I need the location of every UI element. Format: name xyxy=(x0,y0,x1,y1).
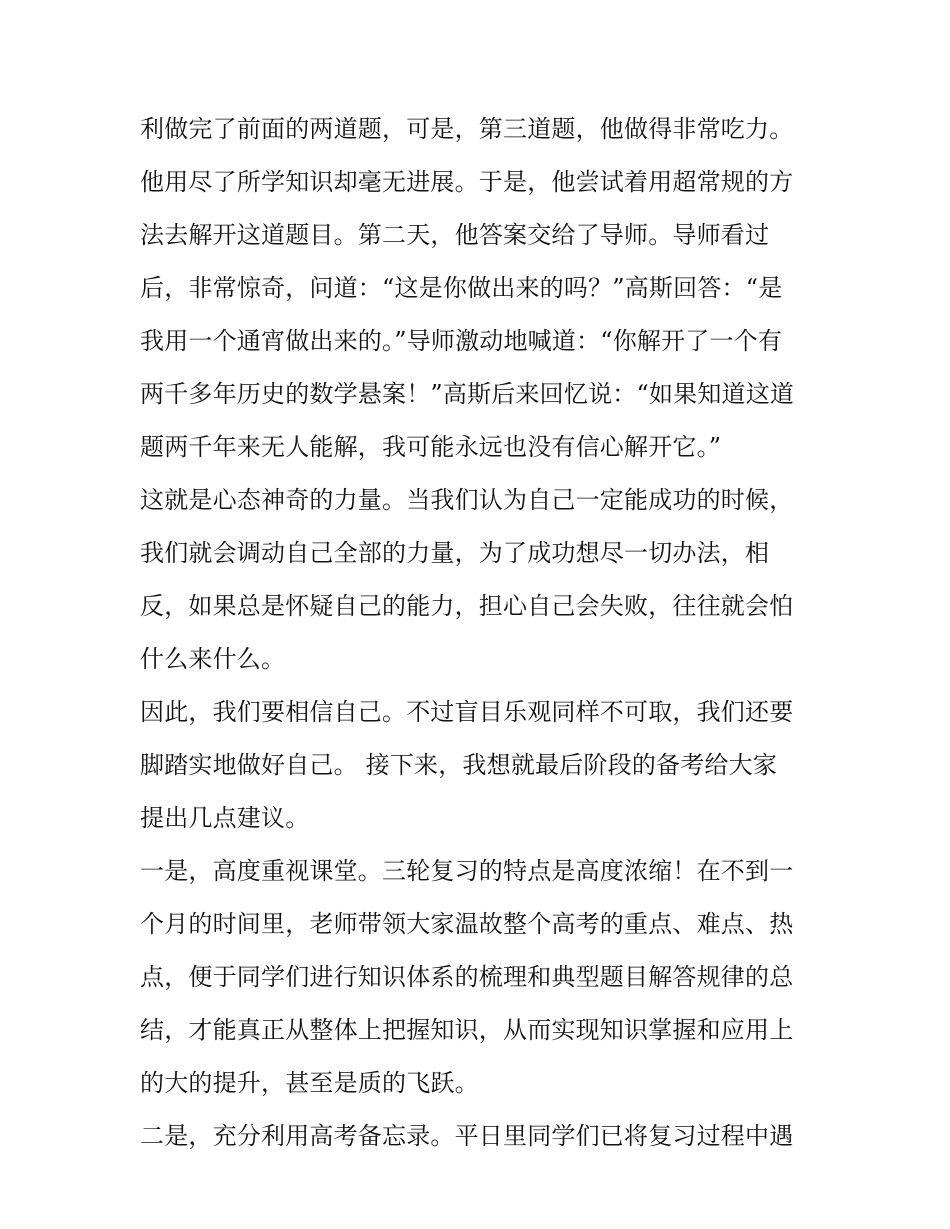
document-body-text xyxy=(140,103,840,1163)
text-line: 因此，我们要相信自己。不过盲目乐观同样不可取，我们还要 xyxy=(140,698,794,726)
text-line: 的大的提升，甚至是质的飞跃。 xyxy=(140,1069,479,1097)
text-line: 我们就会调动自己全部的力量，为了成功想尽一切办法，相 xyxy=(140,539,770,567)
text-line: 一是，高度重视课堂。三轮复习的特点是高度浓缩！在不到一 xyxy=(140,857,794,885)
text-line: 二是，充分利用高考备忘录。平日里同学们已将复习过程中遇 xyxy=(140,1122,794,1150)
text-line: 法去解开这道题目。第二天，他答案交给了导师。导师看过 xyxy=(140,221,770,249)
text-line: 结，才能真正从整体上把握知识，从而实现知识掌握和应用上 xyxy=(140,1016,794,1044)
text-line: 脚踏实地做好自己。 接下来，我想就最后阶段的备考给大家 xyxy=(140,751,778,779)
text-line: 利做完了前面的两道题，可是，第三道题，他做得非常吃力。 xyxy=(140,115,794,143)
text-line: 后，非常惊奇，问道：“这是你做出来的吗？”高斯回答：“是 xyxy=(140,274,783,302)
text-line: 两千多年历史的数学悬案！”高斯后来回忆说：“如果知道这道 xyxy=(140,380,795,408)
text-line: 个月的时间里，老师带领大家温故整个高考的重点、难点、热 xyxy=(140,910,794,938)
text-line: 什么来什么。 xyxy=(140,645,286,673)
text-line: 反，如果总是怀疑自己的能力，担心自己会失败，往往就会怕 xyxy=(140,592,794,620)
text-line: 提出几点建议。 xyxy=(140,804,310,832)
text-line: 他用尽了所学知识却毫无进展。于是，他尝试着用超常规的方 xyxy=(140,168,794,196)
text-line: 题两千年来无人能解，我可能永远也没有信心解开它。” xyxy=(140,433,722,461)
text-line: 这就是心态神奇的力量。当我们认为自己一定能成功的时候， xyxy=(140,486,794,514)
text-line: 我用一个通宵做出来的。”导师激动地喊道：“你解开了一个有 xyxy=(140,327,783,355)
text-line: 点，便于同学们进行知识体系的梳理和典型题目解答规律的总 xyxy=(140,963,794,991)
